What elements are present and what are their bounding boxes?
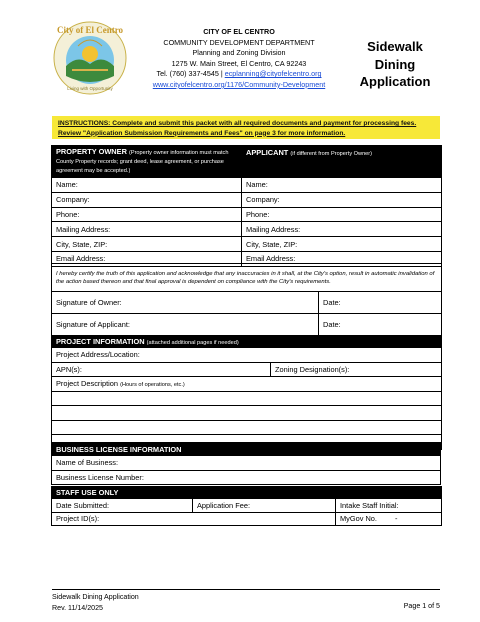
svg-text:Living with Opportunity: Living with Opportunity bbox=[67, 86, 113, 91]
staff-header-cell: STAFF USE ONLY bbox=[52, 487, 442, 499]
owner-mailing-field[interactable]: Mailing Address: bbox=[52, 222, 242, 237]
applicant-header-cell bbox=[242, 146, 442, 178]
project-note: (attached additional pages if needed) bbox=[146, 340, 239, 346]
date-submitted-field[interactable]: Date Submitted: bbox=[52, 499, 193, 513]
applicant-city-field[interactable]: City, State, ZIP: bbox=[242, 237, 442, 252]
department-name: COMMUNITY DEVELOPMENT DEPARTMENT bbox=[163, 37, 315, 47]
instructions-box bbox=[52, 116, 440, 139]
footer-revision: Rev. 11/14/2025 bbox=[52, 603, 104, 612]
page-footer bbox=[52, 589, 440, 613]
certification-table bbox=[51, 263, 442, 336]
page-number: Page 1 of 5 bbox=[403, 602, 440, 610]
mygov-dash: - bbox=[394, 514, 398, 524]
zoning-field[interactable]: Zoning Designation(s): bbox=[271, 362, 442, 377]
applicant-date-field[interactable]: Date: bbox=[319, 314, 442, 336]
applicant-mailing-field[interactable]: Mailing Address: bbox=[242, 222, 442, 237]
department-header bbox=[130, 27, 348, 91]
description-line[interactable] bbox=[52, 420, 442, 435]
owner-signature-field[interactable]: Signature of Owner: bbox=[52, 292, 319, 314]
title-line-1: Sidewalk bbox=[367, 39, 423, 54]
applicant-note: (if different from Property Owner) bbox=[290, 151, 373, 157]
owner-header-cell bbox=[52, 146, 242, 178]
owner-heading: PROPERTY OWNER bbox=[56, 147, 127, 156]
owner-company-field[interactable]: Company: bbox=[52, 192, 242, 207]
owner-email-field[interactable]: Email Address: bbox=[52, 251, 242, 266]
staff-use-table bbox=[51, 486, 442, 526]
project-header-cell bbox=[52, 336, 442, 348]
title-line-3: Application bbox=[359, 74, 431, 89]
contact-line bbox=[130, 69, 348, 80]
owner-date-field[interactable]: Date: bbox=[319, 292, 442, 314]
applicant-heading: APPLICANT bbox=[246, 148, 289, 157]
description-line[interactable] bbox=[52, 391, 442, 406]
project-address-field[interactable]: Project Address/Location: bbox=[52, 348, 442, 363]
contact-info-table bbox=[51, 145, 442, 267]
owner-city-field[interactable]: City, State, ZIP: bbox=[52, 237, 242, 252]
project-info-table bbox=[51, 335, 442, 450]
owner-name-field[interactable]: Name: bbox=[52, 178, 242, 193]
footer-doc-name: Sidewalk Dining Application bbox=[52, 593, 139, 601]
project-description-field[interactable] bbox=[52, 377, 442, 392]
business-header-cell: BUSINESS LICENSE INFORMATION bbox=[52, 443, 441, 456]
document-title bbox=[350, 38, 440, 91]
applicant-email-field[interactable]: Email Address: bbox=[242, 251, 442, 266]
project-description-label: Project Description bbox=[56, 379, 119, 389]
apn-field[interactable]: APN(s): bbox=[52, 362, 271, 377]
svg-text:City of El Centro: City of El Centro bbox=[56, 25, 124, 35]
email-link[interactable]: ecplanning@cityofelcentro.org bbox=[224, 69, 322, 79]
owner-phone-field[interactable]: Phone: bbox=[52, 207, 242, 222]
city-name: CITY OF EL CENTRO bbox=[203, 27, 275, 36]
business-name-field[interactable]: Name of Business: bbox=[52, 456, 441, 471]
business-license-table bbox=[51, 442, 441, 485]
applicant-phone-field[interactable]: Phone: bbox=[242, 207, 442, 222]
description-line[interactable] bbox=[52, 406, 442, 421]
instructions-text: INSTRUCTIONS: Complete and submit this packet with all required documents and payment for processing fees. Review "Application Submission Requirements and Fees" on page 3 for more information. bbox=[58, 120, 417, 137]
website-link[interactable]: www.cityofelcentro.org/1176/Community-Development bbox=[152, 79, 326, 89]
city-seal-logo bbox=[52, 20, 128, 96]
phone-text: Tel. (760) 337-4545 | bbox=[156, 69, 223, 79]
division-name: Planning and Zoning Division bbox=[192, 48, 286, 58]
project-description-note: (Hours of operations, etc.) bbox=[120, 382, 185, 389]
department-address: 1275 W. Main Street, El Centro, CA 92243 bbox=[171, 58, 307, 68]
business-license-field[interactable]: Business License Number: bbox=[52, 470, 441, 485]
owner-note: (Property owner information must match County Property records; grant deed, lease agreement, or purchase agreement may be accepted.) bbox=[56, 150, 229, 175]
project-heading: PROJECT INFORMATION bbox=[56, 337, 145, 346]
certification-text: I hereby certify the truth of this application and acknowledge that any inaccuracies in it shall, at the City's option, result in automatic invalidation of the action based thereon and that final approval is dependent on compliance with the City's requirements. bbox=[52, 264, 442, 292]
applicant-signature-field[interactable]: Signature of Applicant: bbox=[52, 314, 319, 336]
title-line-2: Dining bbox=[374, 56, 416, 72]
applicant-name-field[interactable]: Name: bbox=[242, 178, 442, 193]
applicant-company-field[interactable]: Company: bbox=[242, 192, 442, 207]
project-id-field[interactable]: Project ID(s): bbox=[52, 512, 336, 526]
mygov-label: MyGov No. bbox=[340, 514, 377, 524]
application-fee-field[interactable]: Application Fee: bbox=[193, 499, 336, 513]
mygov-field[interactable] bbox=[336, 512, 442, 526]
intake-initial-field[interactable]: Intake Staff Initial: bbox=[336, 499, 442, 513]
